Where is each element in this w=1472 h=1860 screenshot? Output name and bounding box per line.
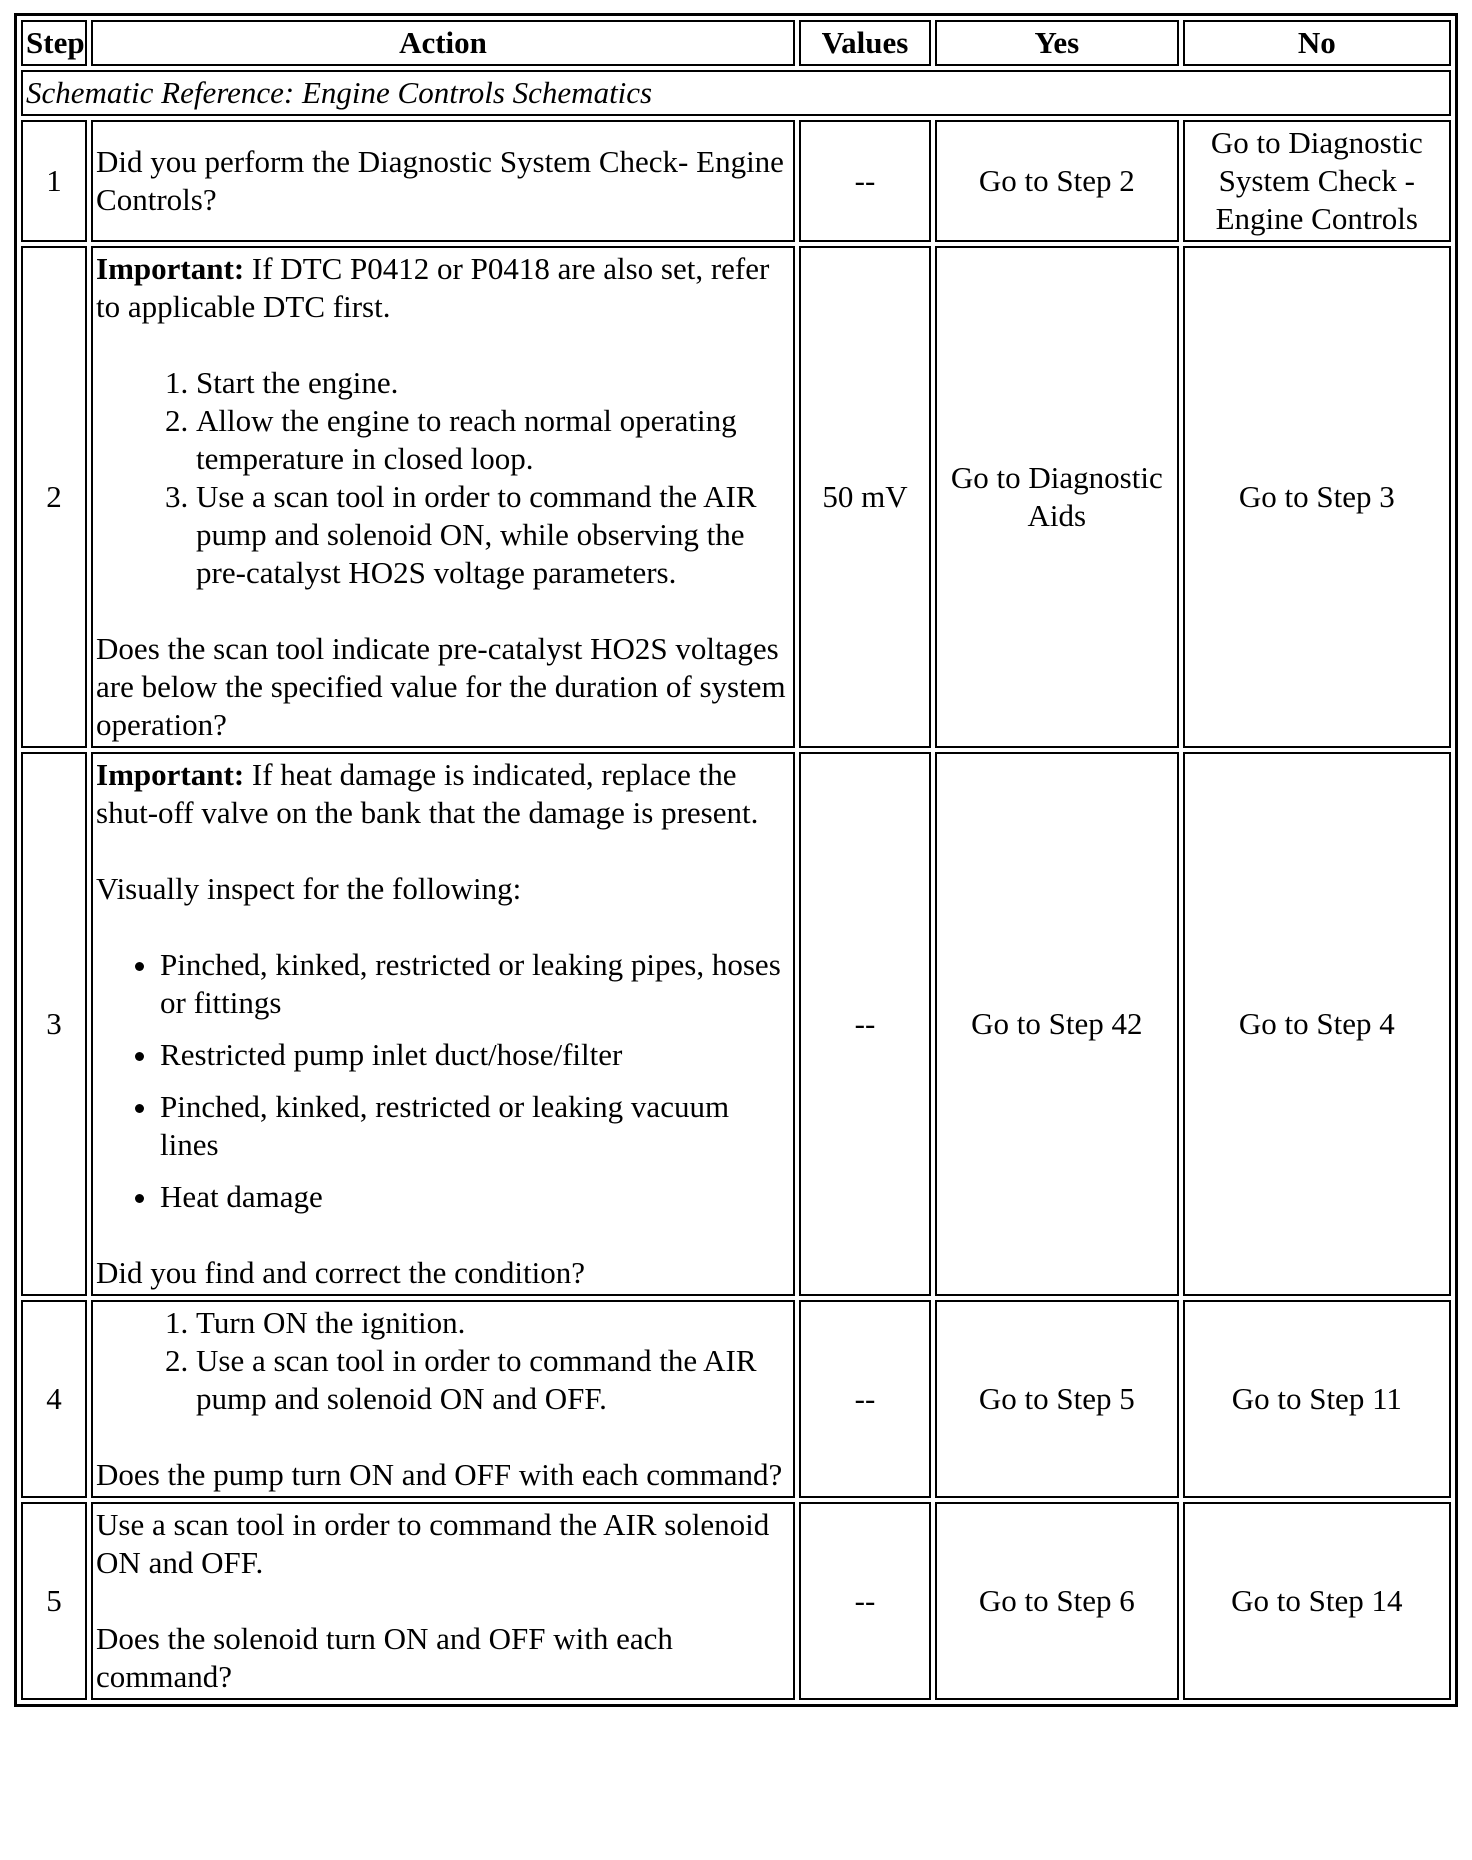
important-label: Important: xyxy=(96,757,245,792)
value-cell: 50 mV xyxy=(799,246,931,748)
table-row xyxy=(21,1300,1451,1498)
important-note xyxy=(96,250,790,326)
table-row xyxy=(21,752,1451,1296)
list-item: 2. Use a scan tool in order to command the AIR pump and solenoid ON and OFF. xyxy=(196,1342,790,1418)
list-item: • Pinched, kinked, restricted or leaking pipes, hoses or fittings xyxy=(160,946,790,1022)
reference-row xyxy=(21,70,1451,116)
important-note xyxy=(96,756,790,832)
yes-cell: Go to Step 5 xyxy=(935,1300,1179,1498)
table-row xyxy=(21,120,1451,242)
diagnostic-table xyxy=(14,13,1458,1707)
schematic-reference: Schematic Reference: Engine Controls Schematics xyxy=(21,70,1451,116)
list-item: 2. Allow the engine to reach normal operating temperature in closed loop. xyxy=(196,402,790,478)
header-step: Step xyxy=(21,20,87,66)
value-cell: -- xyxy=(799,752,931,1296)
question-text: Did you find and correct the condition? xyxy=(96,1255,586,1290)
header-action: Action xyxy=(91,20,795,66)
step-number: 4 xyxy=(21,1300,87,1498)
table-row xyxy=(21,1502,1451,1700)
important-text: If DTC P0412 or P0418 are also set, refer to applicable DTC first. xyxy=(96,251,770,324)
action-cell xyxy=(91,1300,795,1498)
header-yes: Yes xyxy=(935,20,1179,66)
action-cell xyxy=(91,752,795,1296)
value-cell: -- xyxy=(799,120,931,242)
important-label: Important: xyxy=(96,251,245,286)
instruction-text: Use a scan tool in order to command the AIR solenoid ON and OFF. xyxy=(96,1507,770,1580)
action-cell xyxy=(91,1502,795,1700)
step-number: 2 xyxy=(21,246,87,748)
step-number: 5 xyxy=(21,1502,87,1700)
header-no: No xyxy=(1183,20,1451,66)
no-cell: Go to Step 11 xyxy=(1183,1300,1451,1498)
question-text: Does the solenoid turn ON and OFF with each command? xyxy=(96,1621,673,1694)
step-number: 1 xyxy=(21,120,87,242)
inspection-list xyxy=(96,946,790,1216)
procedure-list xyxy=(96,1304,790,1418)
action-cell xyxy=(91,120,795,242)
list-item: 1. Start the engine. xyxy=(196,364,790,402)
value-cell: -- xyxy=(799,1300,931,1498)
diagnostic-table-wrapper xyxy=(14,13,1458,1707)
question-text: Did you perform the Diagnostic System Check- Engine Controls? xyxy=(96,144,784,217)
list-item: • Pinched, kinked, restricted or leaking vacuum lines xyxy=(160,1088,790,1164)
list-item: 3. Use a scan tool in order to command the AIR pump and solenoid ON, while observing the pre-catalyst HO2S voltage parameters. xyxy=(196,478,790,592)
list-item: 1. Turn ON the ignition. xyxy=(196,1304,790,1342)
question-text: Does the scan tool indicate pre-catalyst HO2S voltages are below the specified value for the duration of system operation? xyxy=(96,631,786,742)
header-values: Values xyxy=(799,20,931,66)
yes-cell: Go to Step 6 xyxy=(935,1502,1179,1700)
table-row xyxy=(21,246,1451,748)
procedure-list xyxy=(96,364,790,592)
yes-cell: Go to Step 2 xyxy=(935,120,1179,242)
step-number: 3 xyxy=(21,752,87,1296)
action-cell xyxy=(91,246,795,748)
list-item: • Heat damage xyxy=(160,1178,790,1216)
important-text: If heat damage is indicated, replace the shut-off valve on the bank that the damage is present. xyxy=(96,757,759,830)
no-cell: Go to Diagnostic System Check - Engine Controls xyxy=(1183,120,1451,242)
no-cell: Go to Step 4 xyxy=(1183,752,1451,1296)
inspection-intro: Visually inspect for the following: xyxy=(96,871,522,906)
yes-cell: Go to Step 42 xyxy=(935,752,1179,1296)
no-cell: Go to Step 3 xyxy=(1183,246,1451,748)
yes-cell: Go to Diagnostic Aids xyxy=(935,246,1179,748)
value-cell: -- xyxy=(799,1502,931,1700)
header-row xyxy=(21,20,1451,66)
list-item: • Restricted pump inlet duct/hose/filter xyxy=(160,1036,790,1074)
question-text: Does the pump turn ON and OFF with each command? xyxy=(96,1457,783,1492)
no-cell: Go to Step 14 xyxy=(1183,1502,1451,1700)
